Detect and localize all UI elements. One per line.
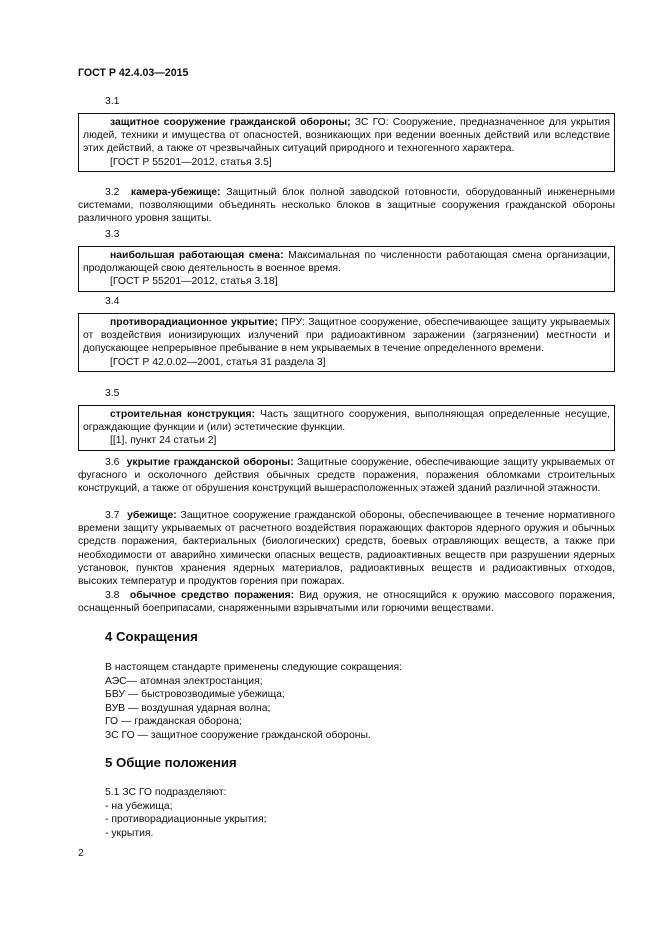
term-name: обычное средство поражения:: [129, 590, 295, 601]
abbreviation-item: АЭС— атомная электростанция;: [105, 675, 263, 687]
section-4-heading: 4 Сокращения: [105, 629, 198, 644]
page-number: 2: [78, 848, 84, 859]
term-text: Часть защитного сооружения, выполняющая определенные несущие, ограждающие функции и (или) эстетические функции.: [83, 409, 610, 434]
document-header: ГОСТ Р 42.4.03—2015: [78, 67, 189, 79]
section-5-heading: 5 Общие положения: [105, 755, 237, 770]
section-5-body: [105, 786, 266, 840]
term-text: Защитный блок полной заводской готовности, оборудованный инженерными системами, позволяющими объединять несколько блоков в защитные сооружения гражданской обороны различного уровня защиты.: [78, 187, 615, 225]
section-4-intro: В настоящем стандарте применены следующие сокращения:: [105, 662, 402, 673]
term-name: укрытие гражданской обороны:: [126, 457, 294, 468]
term-number: 3.2: [105, 187, 120, 198]
term-source: [ГОСТ Р 55201—2012, статья 3.18]: [110, 276, 278, 288]
term-source: [ГОСТ Р 55201—2012, статья 3.5]: [110, 156, 272, 168]
term-number: 3.5: [105, 388, 120, 399]
term-3-2: [78, 186, 615, 226]
list-item: - на убежища;: [105, 800, 173, 812]
term-source: [[1], пункт 24 статьи 2]: [110, 435, 217, 447]
term-definition: [83, 249, 610, 275]
term-3-7: [78, 509, 615, 588]
term-box-3-4: [78, 313, 615, 372]
term-text: ЗС ГО: Сооружение, предназначенное для укрытия людей, техники и имущества от опасностей, возникающих при ведении военных действий или вследствие этих действий, а также от чрезвычайных ситуаций природного и техногенного характера.: [83, 117, 610, 155]
term-source: [ГОСТ Р 42.0.02—2001, статья 31 раздела 3]: [110, 356, 326, 368]
term-name: камера-убежище:: [130, 187, 221, 198]
term-name: наибольшая работающая смена:: [110, 250, 284, 261]
term-box-3-1: [78, 113, 615, 172]
abbreviation-item: ГО — гражданская оборона;: [105, 716, 242, 727]
term-name: строительная конструкция:: [110, 409, 256, 420]
section-4-body: [105, 661, 402, 742]
term-definition: [83, 408, 610, 434]
list-item: - укрытия.: [105, 827, 154, 839]
term-definition: [83, 116, 610, 156]
term-text: Вид оружия, не относящийся к оружию массового поражения, оснащенный боеприпасами, снаряженными взрывчатыми или горючими веществами.: [78, 590, 615, 615]
term-number: 3.4: [105, 296, 120, 307]
term-box-3-5: [78, 405, 615, 451]
term-3-8: [78, 589, 615, 615]
term-text: Максимальная по численности работающая смена организации, продолжающей свою деятельность в военное время.: [83, 250, 610, 275]
term-text: ПРУ: Защитное сооружение, обеспечивающее защиту укрываемых от воздействия ионизирующих излучений при радиоактивном заражении (загрязнении) местности и допускающее непрерывное пребывание в нем укрываемых в течение определенного времени.: [83, 317, 610, 355]
abbreviation-item: БВУ — быстровозводимые убежища;: [105, 689, 285, 700]
term-text: Защитное сооружение гражданской обороны, обеспечивающее в течение нормативного времени защиту укрываемых от расчетного воздействия поражающих факторов ядерного оружия и обычных средств поражения, бактериальных (биологических) средств, боевых отравляющих веществ, а также при необходимости от аварийно химически опасных веществ, радиоактивных веществ при разрушении ядерных установок, пунктов хранения ядерных материалов, радиоактивных веществ и радиоактивных отходов, высоких температур и продуктов горения при пожарах.: [78, 510, 615, 588]
term-name: противорадиационное укрытие;: [110, 317, 278, 328]
term-name: защитное сооружение гражданской обороны;: [110, 117, 351, 128]
term-3-6: [78, 456, 615, 496]
term-text: Защитные сооружение, обеспечивающие защиту укрываемых от фугасного и осколочного действия обычных средств поражения, поражения обломками строительных конструкций, а также от обрушения конструкций вышерасположенных этажей зданий различной этажности.: [78, 457, 615, 495]
term-number: 3.8: [105, 590, 120, 601]
abbreviation-item: ВУВ — воздушная ударная волна;: [105, 702, 271, 714]
term-number: 3.3: [105, 229, 120, 240]
list-item: - противорадиационные укрытия;: [105, 814, 267, 825]
term-number: 3.1: [105, 96, 120, 107]
term-name: убежище:: [127, 510, 177, 521]
term-number: 3.6: [105, 457, 120, 468]
section-5-intro: 5.1 ЗС ГО подразделяют:: [105, 787, 227, 798]
term-number: 3.7: [105, 510, 120, 521]
term-box-3-3: [78, 246, 615, 292]
abbreviation-item: ЗС ГО — защитное сооружение гражданской обороны.: [105, 729, 371, 741]
term-definition: [83, 316, 610, 356]
